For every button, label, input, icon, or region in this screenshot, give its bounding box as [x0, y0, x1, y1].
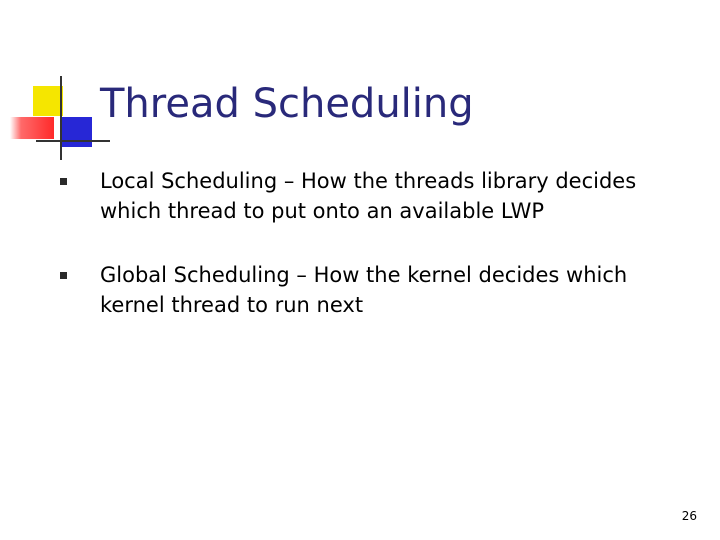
red-bar-decoration: [10, 117, 54, 139]
slide-number: 26: [681, 509, 697, 523]
yellow-square-decoration: [33, 86, 63, 116]
horizontal-rule-decoration: [36, 140, 110, 142]
bullet-item-local-scheduling: [60, 166, 660, 226]
slide-title: Thread Scheduling: [100, 81, 474, 127]
bullet-text: Global Scheduling – How the kernel decides which kernel thread to run next: [100, 263, 628, 317]
square-bullet-icon: [60, 178, 67, 185]
vertical-rule-decoration: [60, 76, 62, 160]
bullet-text: Local Scheduling – How the threads library decides which thread to put onto an available LWP: [100, 169, 637, 223]
bullet-list: [60, 166, 660, 354]
blue-square-decoration: [62, 117, 92, 147]
square-bullet-icon: [60, 272, 67, 279]
bullet-item-global-scheduling: [60, 260, 660, 320]
